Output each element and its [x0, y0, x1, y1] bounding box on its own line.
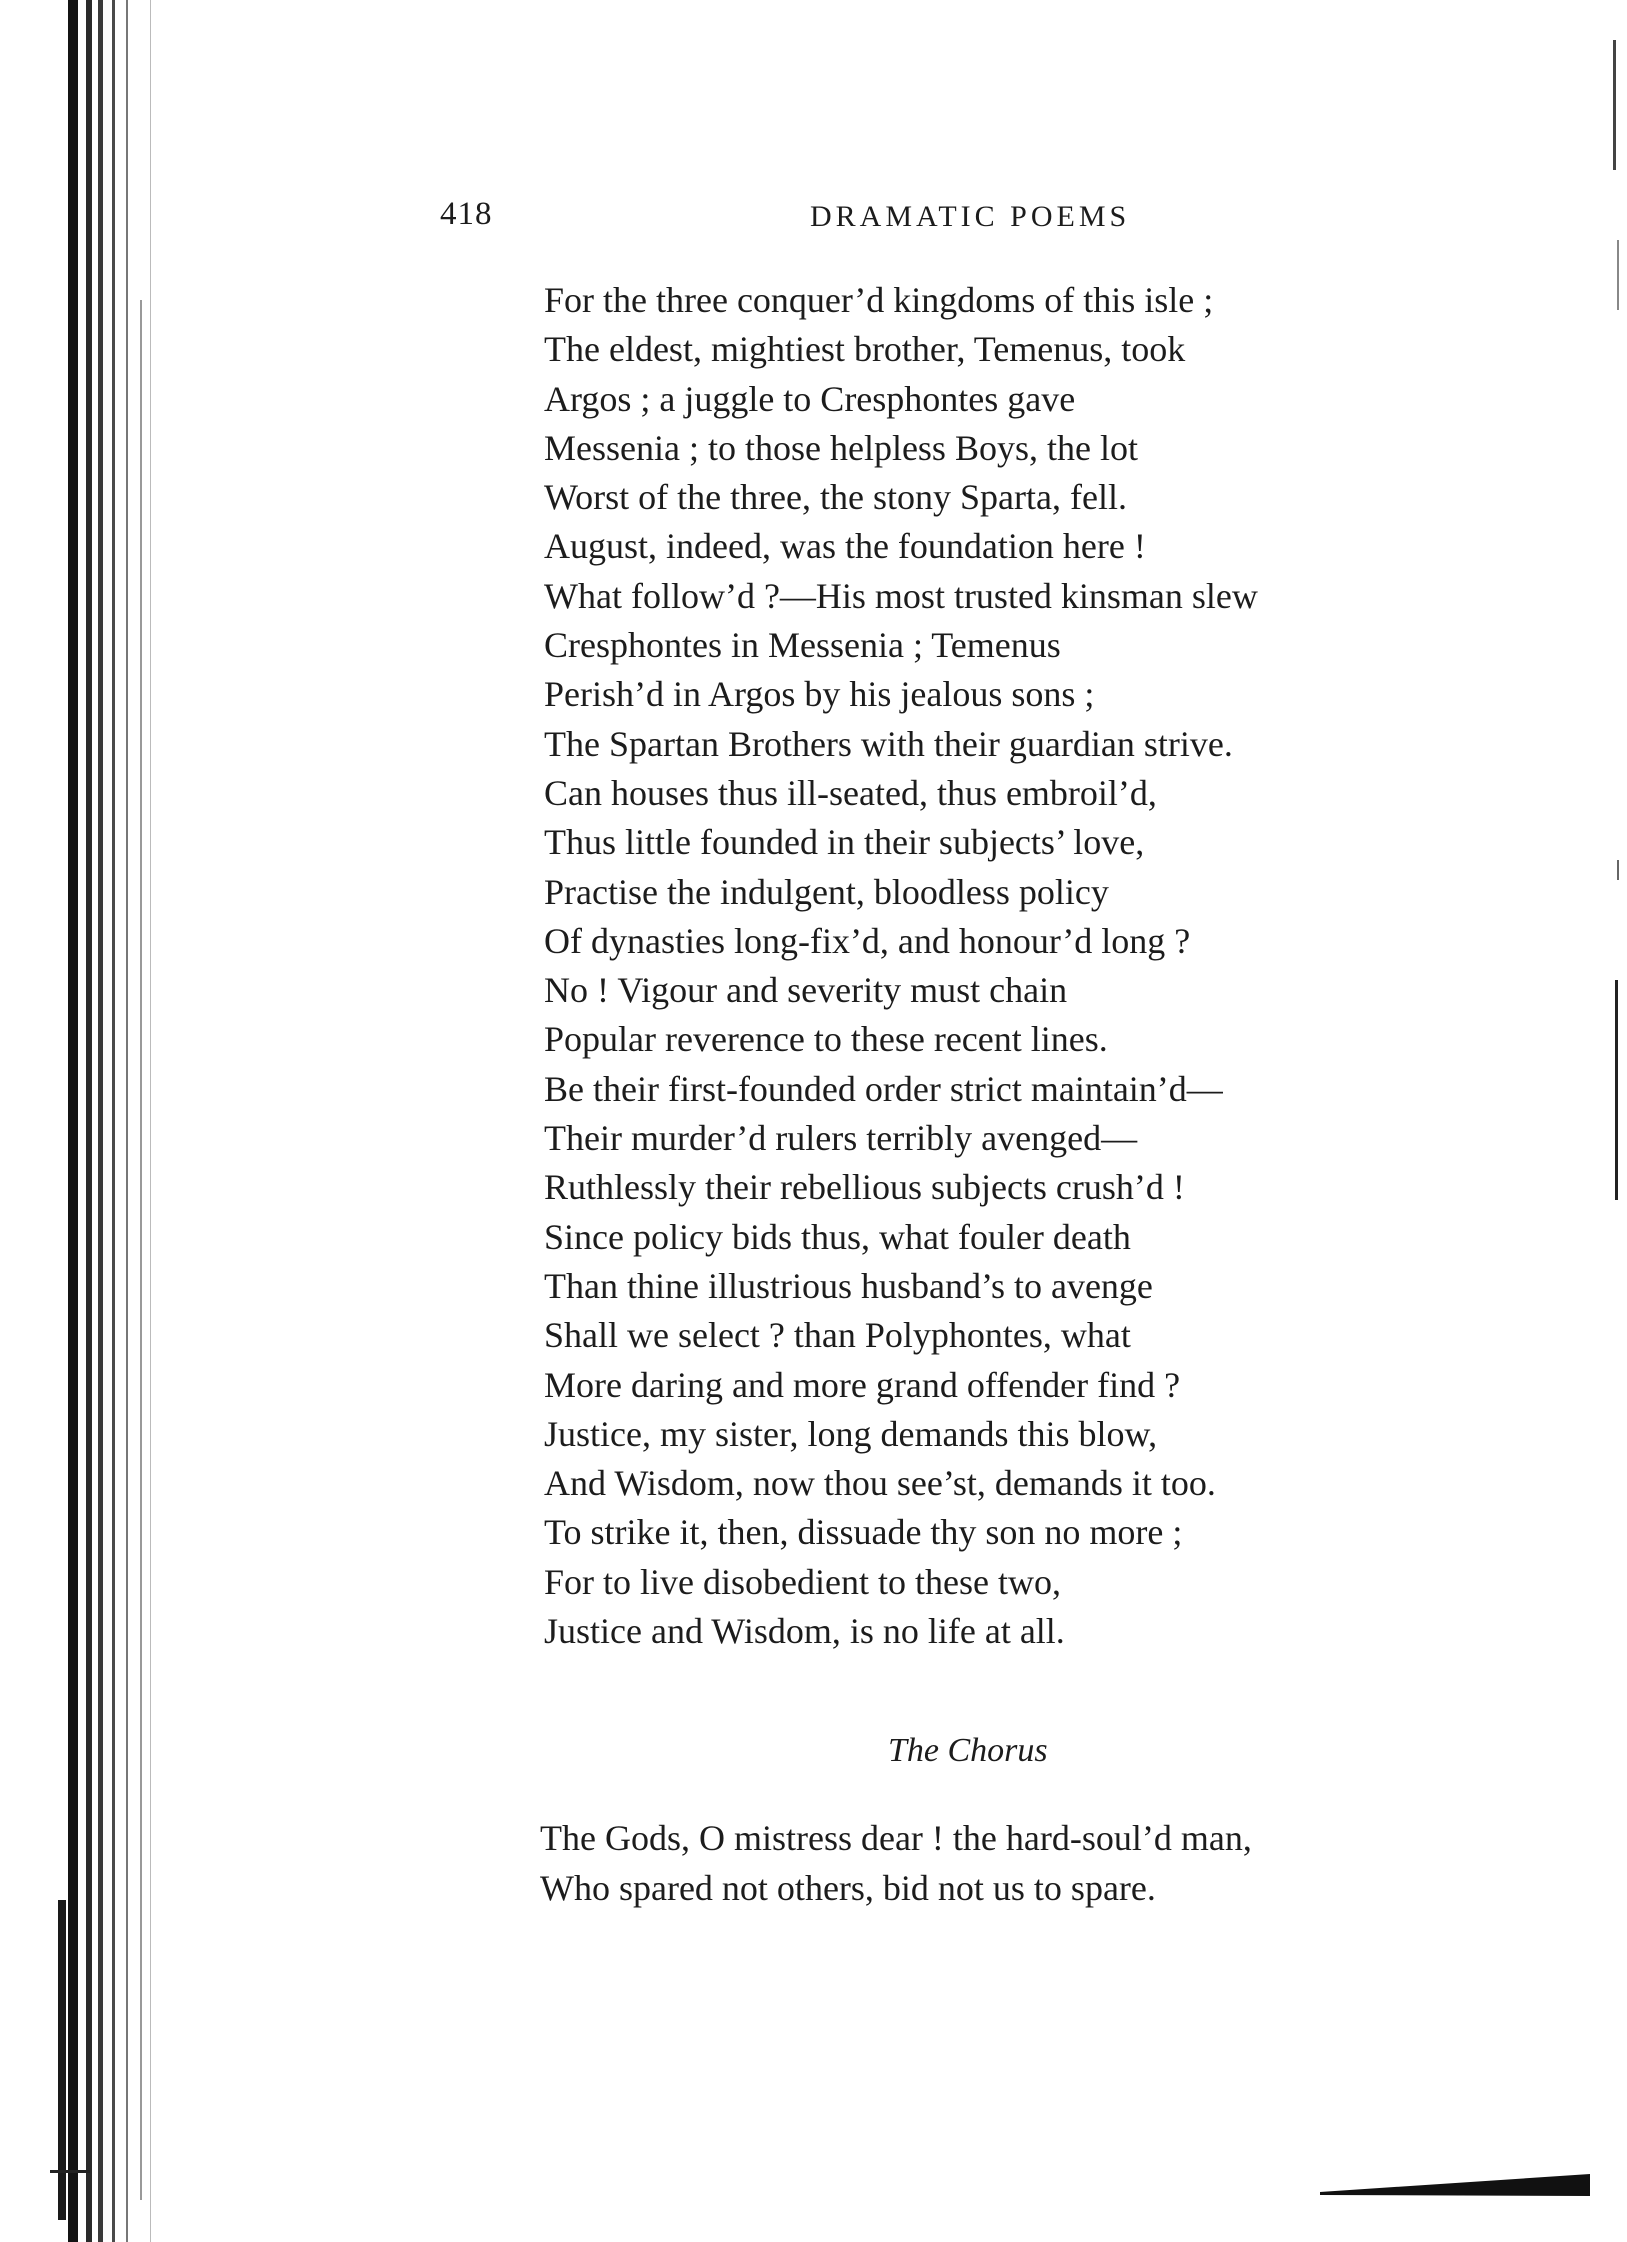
chorus-verse-block	[540, 1813, 1540, 1913]
verse-line: Worst of the three, the stony Sparta, fell.	[544, 477, 1127, 518]
verse-line: Since policy bids thus, what fouler death	[544, 1216, 1131, 1257]
verse-line: Than thine illustrious husband’s to avenge	[544, 1265, 1153, 1306]
verse-line: Shall we select ? than Polyphontes, what	[544, 1315, 1131, 1356]
verse-line: August, indeed, was the foundation here !	[544, 526, 1146, 567]
verse-line: Practise the indulgent, bloodless policy	[544, 871, 1109, 912]
verse-line: For the three conquer’d kingdoms of this isle ;	[544, 280, 1214, 320]
verse-line: Justice and Wisdom, is no life at all.	[544, 1611, 1065, 1652]
verse-line: No ! Vigour and severity must chain	[544, 970, 1068, 1011]
running-title: DRAMATIC POEMS	[810, 200, 1131, 233]
verse-line: Ruthlessly their rebellious subjects crush’d !	[544, 1167, 1185, 1208]
verse-line: Thus little founded in their subjects’ love,	[544, 822, 1145, 863]
verse-line: Be their first-founded order strict maintain’d—	[544, 1068, 1223, 1109]
binding-gutter-shadow	[0, 0, 170, 2242]
chorus-line: The Gods, O mistress dear ! the hard-soul’d man,	[540, 1818, 1252, 1858]
chorus-line: Who spared not others, bid not us to spare.	[540, 1868, 1156, 1908]
verse-line: Messenia ; to those helpless Boys, the lot	[544, 427, 1138, 468]
verse-line: For to live disobedient to these two,	[544, 1561, 1061, 1602]
verse-line: And Wisdom, now thou see’st, demands it too.	[544, 1463, 1216, 1504]
running-head	[440, 196, 1340, 242]
verse-line: The eldest, mightiest brother, Temenus, took	[544, 329, 1186, 370]
verse-line: Can houses thus ill-seated, thus embroil’d,	[544, 772, 1157, 813]
right-edge-marks	[1587, 0, 1627, 2242]
verse-line: Cresphontes in Messenia ; Temenus	[544, 625, 1061, 666]
verse-line: Their murder’d rulers terribly avenged—	[544, 1118, 1138, 1159]
speaker-heading: The Chorus	[888, 1732, 1048, 1769]
verse-line: What follow’d ?—His most trusted kinsman slew	[544, 575, 1258, 616]
page-number: 418	[440, 196, 493, 232]
verse-line: To strike it, then, dissuade thy son no more ;	[544, 1512, 1183, 1553]
verse-line: Popular reverence to these recent lines.	[544, 1019, 1108, 1060]
verse-line: Of dynasties long-fix’d, and honour’d long ?	[544, 920, 1191, 961]
verse-line: The Spartan Brothers with their guardian strive.	[544, 723, 1233, 764]
bottom-ink-mark	[1320, 2170, 1590, 2200]
verse-line: Perish’d in Argos by his jealous sons ;	[544, 674, 1095, 715]
verse-line: Justice, my sister, long demands this blow,	[544, 1413, 1158, 1454]
verse-line: Argos ; a juggle to Cresphontes gave	[544, 378, 1076, 419]
verse-line: More daring and more grand offender find ?	[544, 1364, 1181, 1405]
verse-block	[544, 276, 1544, 1656]
